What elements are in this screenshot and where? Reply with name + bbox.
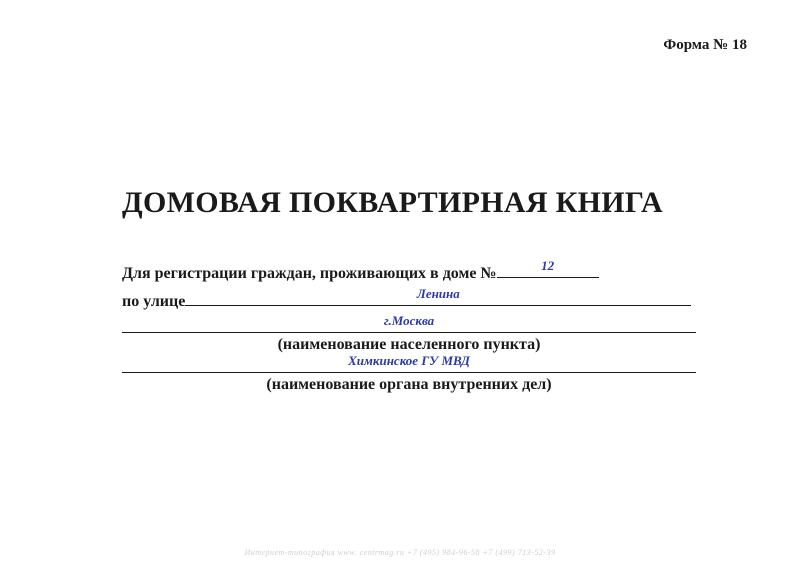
- locality-line: [122, 313, 696, 338]
- house-number-value: 12: [541, 258, 555, 273]
- registration-line: [122, 258, 599, 283]
- form-number: Форма № 18: [663, 37, 747, 53]
- locality-caption: (наименование населенного пункта): [277, 336, 541, 353]
- authority-line: [122, 353, 696, 378]
- house-number-field[interactable]: [497, 258, 599, 278]
- locality-field[interactable]: [122, 313, 696, 333]
- registration-label: Для регистрации граждан, проживающих в доме №: [122, 265, 497, 282]
- street-field[interactable]: [185, 286, 691, 306]
- authority-field[interactable]: [122, 353, 696, 373]
- street-label: по улице: [122, 293, 186, 310]
- street-value: Ленина: [416, 286, 460, 301]
- printer-footer: Интернет-типография www. centrmag.ru +7 (495) 984-96-58 +7 (499) 713-52-39: [244, 548, 556, 557]
- street-line: [122, 286, 691, 311]
- authority-value: Химкинское ГУ МВД: [348, 353, 470, 368]
- locality-value: г.Москва: [383, 313, 435, 328]
- document-title: ДОМОВАЯ ПОКВАРТИРНАЯ КНИГА: [122, 186, 664, 219]
- authority-caption: (наименование органа внутренних дел): [266, 376, 552, 393]
